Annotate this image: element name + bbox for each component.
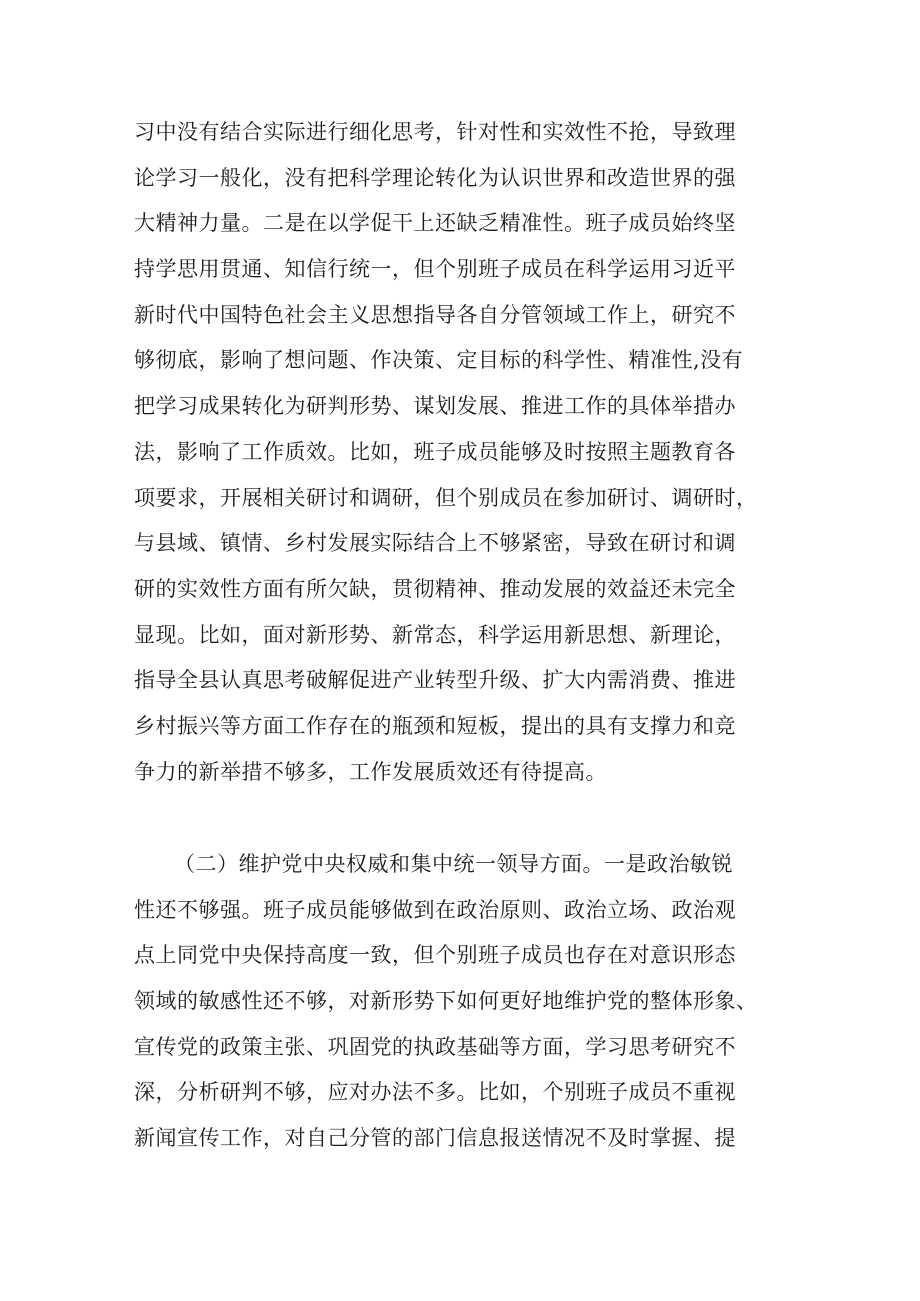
text-line: 显现。比如，面对新形势、新常态，科学运用新思想、新理论， (134, 622, 736, 647)
text-line: 宣传党的政策主张、巩固党的执政基础等方面，学习思考研究不 (134, 1034, 736, 1059)
paragraph-2 (134, 842, 806, 1162)
text-line: 持学思用贯通、知信行统一，但个别班子成员在科学运用习近平 (134, 257, 736, 282)
text-line: 争力的新举措不够多，工作发展质效还有待提高。 (134, 759, 607, 784)
text-line: 把学习成果转化为研判形势、谋划发展、推进工作的具体举措办 (134, 394, 736, 419)
text-line: 论学习一般化，没有把科学理论转化为认识世界和改造世界的强 (134, 165, 736, 190)
text-line: 乡村振兴等方面工作存在的瓶颈和短板，提出的具有支撑力和竞 (134, 713, 736, 738)
text-line: 深，分析研判不够，应对办法不多。比如，个别班子成员不重视 (134, 1080, 736, 1105)
text-line: 与县域、镇情、乡村发展实际结合上不够紧密，导致在研讨和调 (134, 531, 736, 556)
text-line: 性还不够强。班子成员能够做到在政治原则、政治立场、政治观 (134, 897, 736, 922)
text-line: 指导全县认真思考破解促进产业转型升级、扩大内需消费、推进 (134, 668, 736, 693)
text-line: 研的实效性方面有所欠缺，贯彻精神、推动发展的效益还未完全 (134, 576, 736, 601)
text-line: 领域的敏感性还不够，对新形势下如何更好地维护党的整体形象、 (134, 989, 758, 1014)
text-line: 习中没有结合实际进行细化思考，针对性和实效性不抢，导致理 (134, 120, 736, 144)
text-line: 法，影响了工作质效。比如，班子成员能够及时按照主题教育各 (134, 439, 736, 464)
text-line: 点上同党中央保持高度一致，但个别班子成员也存在对意识形态 (134, 943, 736, 968)
text-line: 新闻宣传工作，对自己分管的部门信息报送情况不及时掌握、提 (134, 1126, 736, 1151)
text-line: 够彻底，影响了想问题、作决策、定目标的科学性、精准性,没有 (134, 348, 744, 373)
text-line: 新时代中国特色社会主义思想指导各自分管领域工作上，研究不 (134, 302, 736, 327)
text-line: （二）维护党中央权威和集中统一领导方面。一是政治敏锐 (174, 852, 733, 876)
paragraph-1 (134, 110, 806, 795)
text-line: 大精神力量。二是在以学促干上还缺乏精准性。班子成员始终坚 (134, 211, 736, 236)
text-line: 项要求，开展相关研讨和调研，但个别成员在参加研讨、调研时， (134, 485, 758, 510)
